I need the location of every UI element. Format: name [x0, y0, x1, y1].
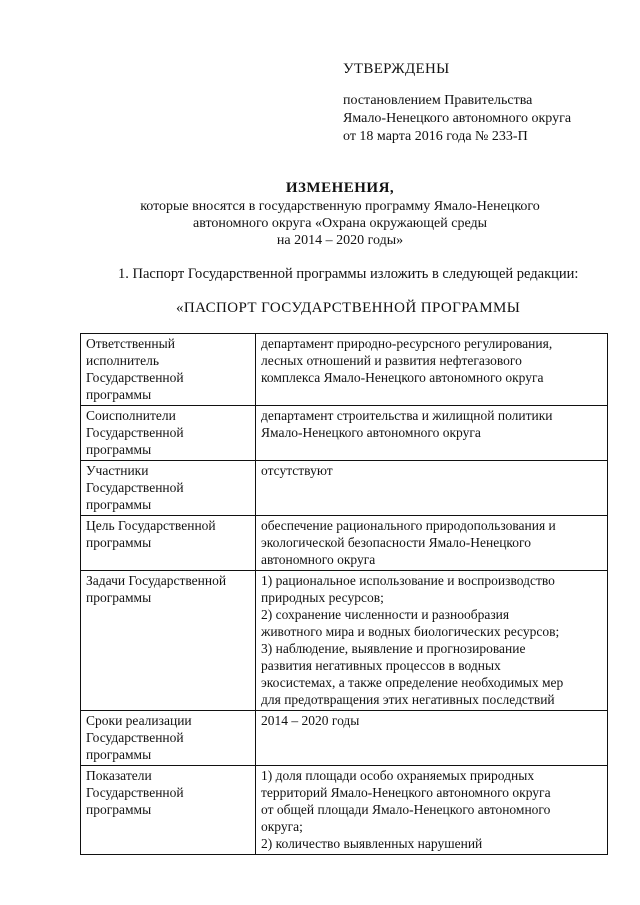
row-label-line: Цель Государственной — [86, 518, 216, 533]
row-value-line: для предотвращения этих негативных последствий — [261, 692, 555, 707]
row-label-line: программы — [86, 590, 152, 605]
row-label-cell — [81, 516, 256, 571]
row-label-line: Задачи Государственной — [86, 573, 227, 588]
row-label-line: Сроки реализации — [86, 713, 192, 728]
row-value-line: лесных отношений и развития нефтегазового — [261, 353, 522, 368]
row-value-line: 1) рациональное использование и воспроизводство — [261, 573, 555, 588]
row-value-line: комплекса Ямало-Ненецкого автономного округа — [261, 370, 544, 385]
row-label-line: Государственной — [86, 730, 184, 745]
row-value-line: Ямало-Ненецкого автономного округа — [261, 425, 481, 440]
row-value-cell — [256, 334, 608, 406]
table-row — [81, 461, 608, 516]
row-label-line: программы — [86, 802, 152, 817]
row-label-cell — [81, 766, 256, 855]
approval-line: от 18 марта 2016 года № 233-П — [343, 129, 528, 144]
title-line: которые вносятся в государственную программу Ямало-Ненецкого — [140, 199, 540, 214]
approval-block — [343, 60, 633, 146]
row-label-line: Государственной — [86, 425, 184, 440]
row-label-line: Государственной — [86, 480, 184, 495]
row-value-line: 3) наблюдение, выявление и прогнозирование — [261, 641, 526, 656]
row-label-cell — [81, 461, 256, 516]
row-value-line: экологической безопасности Ямало-Ненецкого — [261, 535, 531, 550]
row-value-line: округа; — [261, 819, 303, 834]
passport-table — [80, 333, 608, 855]
approval-line: Ямало-Ненецкого автономного округа — [343, 111, 572, 126]
title-main: ИЗМЕНЕНИЯ, — [285, 180, 395, 196]
table-row — [81, 516, 608, 571]
table-row — [81, 334, 608, 406]
row-label-cell — [81, 334, 256, 406]
row-value-line: 2) сохранение численности и разнообразия — [261, 607, 510, 622]
row-label-cell — [81, 711, 256, 766]
approval-heading: УТВЕРЖДЕНЫ — [343, 61, 450, 77]
row-value-line: 2014 – 2020 годы — [261, 713, 360, 728]
table-row — [81, 571, 608, 711]
row-value-line: от общей площади Ямало-Ненецкого автономного — [261, 802, 551, 817]
row-label-cell — [81, 406, 256, 461]
row-value-cell — [256, 571, 608, 711]
passport-title: «ПАСПОРТ ГОСУДАРСТВЕННОЙ ПРОГРАММЫ — [176, 300, 521, 316]
row-value-cell — [256, 406, 608, 461]
row-label-line: программы — [86, 535, 152, 550]
row-label-line: исполнитель — [86, 353, 159, 368]
row-value-cell — [256, 461, 608, 516]
row-label-line: Соисполнители — [86, 408, 176, 423]
table-row — [81, 711, 608, 766]
row-label-line: программы — [86, 747, 152, 762]
paragraph-1: 1. Паспорт Государственной программы изложить в следующей редакции: — [118, 266, 579, 282]
title-line: на 2014 – 2020 годы» — [276, 233, 404, 248]
title-line: автономного округа «Охрана окружающей среды — [192, 216, 488, 231]
row-value-line: животного мира и водных биологических ресурсов; — [261, 624, 560, 639]
row-label-line: программы — [86, 442, 152, 457]
row-label-line: программы — [86, 387, 152, 402]
table-row — [81, 406, 608, 461]
document-title — [60, 180, 620, 249]
row-value-line: департамент строительства и жилищной политики — [261, 408, 553, 423]
row-value-line: департамент природно-ресурсного регулирования, — [261, 336, 553, 351]
row-value-line: 1) доля площади особо охраняемых природных — [261, 768, 535, 783]
row-label-line: Государственной — [86, 370, 184, 385]
row-label-line: Ответственный — [86, 336, 175, 351]
row-label-line: Участники — [86, 463, 149, 478]
row-label-cell — [81, 571, 256, 711]
row-value-line: природных ресурсов; — [261, 590, 384, 605]
row-value-line: 2) количество выявленных нарушений — [261, 836, 483, 851]
row-value-cell — [256, 516, 608, 571]
row-value-line: территорий Ямало-Ненецкого автономного округа — [261, 785, 551, 800]
row-value-line: отсутствуют — [261, 463, 333, 478]
row-value-cell — [256, 766, 608, 855]
row-value-line: автономного округа — [261, 552, 376, 567]
row-label-line: Показатели — [86, 768, 152, 783]
row-label-line: Государственной — [86, 785, 184, 800]
row-value-line: экосистемах, а также определение необходимых мер — [261, 675, 564, 690]
row-value-line: развития негативных процессов в водных — [261, 658, 501, 673]
row-value-line: обеспечение рационального природопользования и — [261, 518, 556, 533]
approval-line: постановлением Правительства — [343, 93, 533, 108]
row-label-line: программы — [86, 497, 152, 512]
table-row — [81, 766, 608, 855]
row-value-cell — [256, 711, 608, 766]
